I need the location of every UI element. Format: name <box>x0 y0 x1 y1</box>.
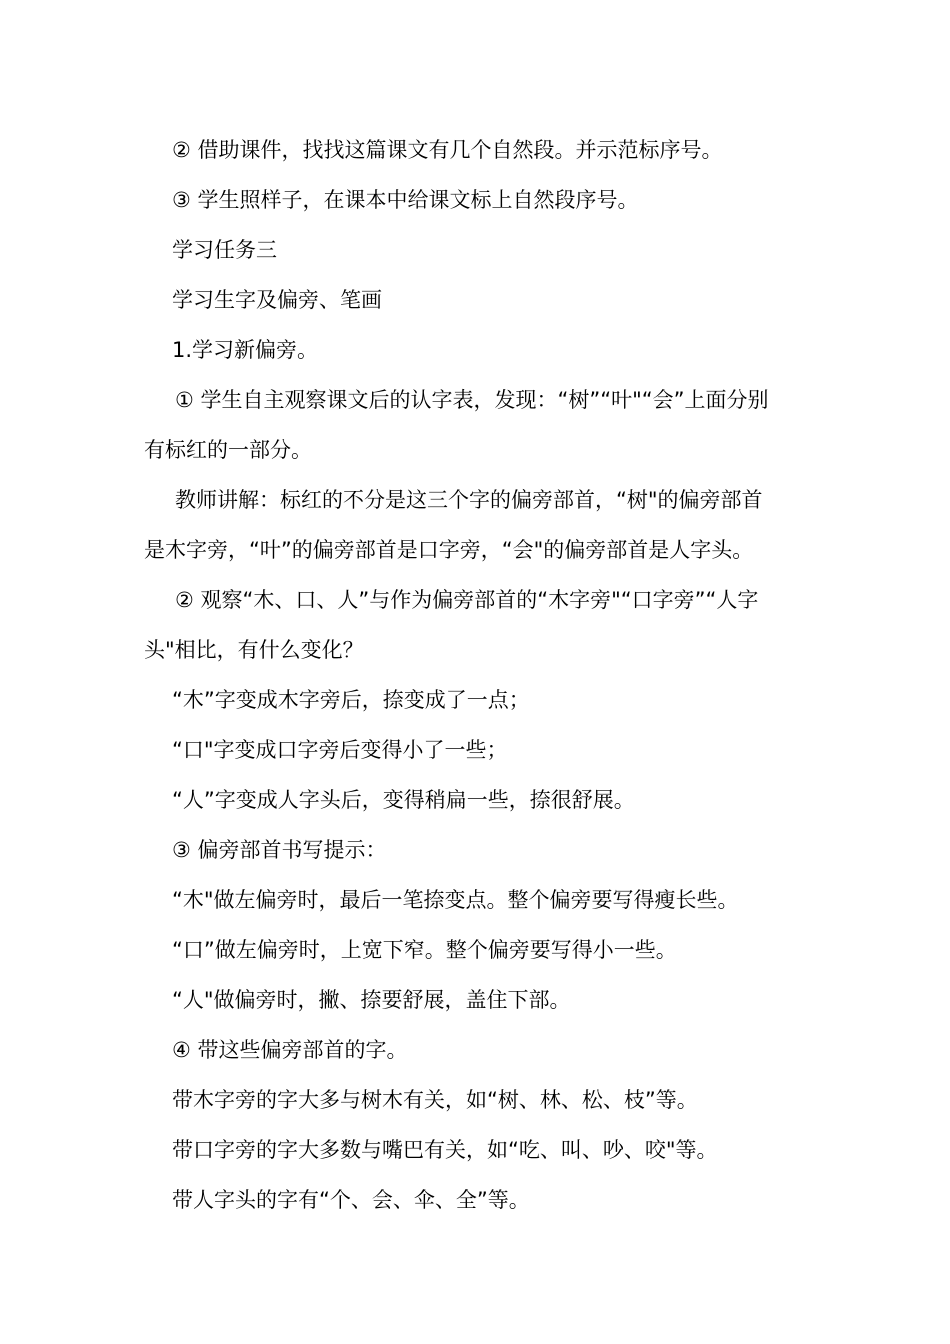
section-subheading: 学习生字及偏旁、笔画 <box>172 288 382 312</box>
paragraph-examples-heading: ④ 带这些偏旁部首的字。 <box>172 1038 408 1062</box>
paragraph-ren-tip: “人"做偏旁时，撇、捺要舒展，盖住下部。 <box>172 988 571 1012</box>
paragraph-step-2-courseware: ② 借助课件，找找这篇课文有几个自然段。并示范标序号。 <box>172 138 723 162</box>
paragraph-ren-examples: 带人字头的字有“个、会、伞、全”等。 <box>172 1188 530 1212</box>
paragraph-writing-tips-heading: ③ 偏旁部首书写提示： <box>172 838 387 862</box>
paragraph-mu-change: “木”字变成木字旁后，捺变成了一点； <box>172 688 530 712</box>
paragraph-teacher-line-1: 教师讲解：标红的不分是这三个字的偏旁部首，“树"的偏旁部首 <box>175 488 763 512</box>
paragraph-compare-line-1: ② 观察“木、口、人”与作为偏旁部首的“木字旁"“口字旁”“人字 <box>175 588 759 612</box>
paragraph-teacher-line-2: 是木字旁，“叶”的偏旁部首是口字旁，“会"的偏旁部首是人字头。 <box>144 538 754 562</box>
paragraph-kou-change: “口"字变成口字旁后变得小了一些； <box>172 738 508 762</box>
list-item-new-radicals: 1.学习新偏旁。 <box>172 338 319 362</box>
paragraph-compare-line-2: 头"相比，有什么变化？ <box>144 638 364 662</box>
section-heading-task-3: 学习任务三 <box>172 238 277 262</box>
paragraph-mu-tip: “木"做左偏旁时，最后一笔捺变点。整个偏旁要写得瘦长些。 <box>172 888 739 912</box>
paragraph-step-3-numbering: ③ 学生照样子，在课本中给课文标上自然段序号。 <box>172 188 639 212</box>
paragraph-observe-line-1: ① 学生自主观察课文后的认字表，发现：“树”“叶"“会”上面分别 <box>175 388 769 412</box>
paragraph-observe-line-2: 有标红的一部分。 <box>144 438 312 462</box>
paragraph-kou-examples: 带口字旁的字大多数与嘴巴有关，如“吃、叫、吵、咬"等。 <box>172 1138 718 1162</box>
paragraph-mu-examples: 带木字旁的字大多与树木有关，如“树、林、松、枝”等。 <box>172 1088 698 1112</box>
paragraph-kou-tip: “口”做左偏旁时，上宽下窄。整个偏旁要写得小一些。 <box>172 938 677 962</box>
paragraph-ren-change: “人”字变成人字头后，变得稍扁一些，捺很舒展。 <box>172 788 635 812</box>
